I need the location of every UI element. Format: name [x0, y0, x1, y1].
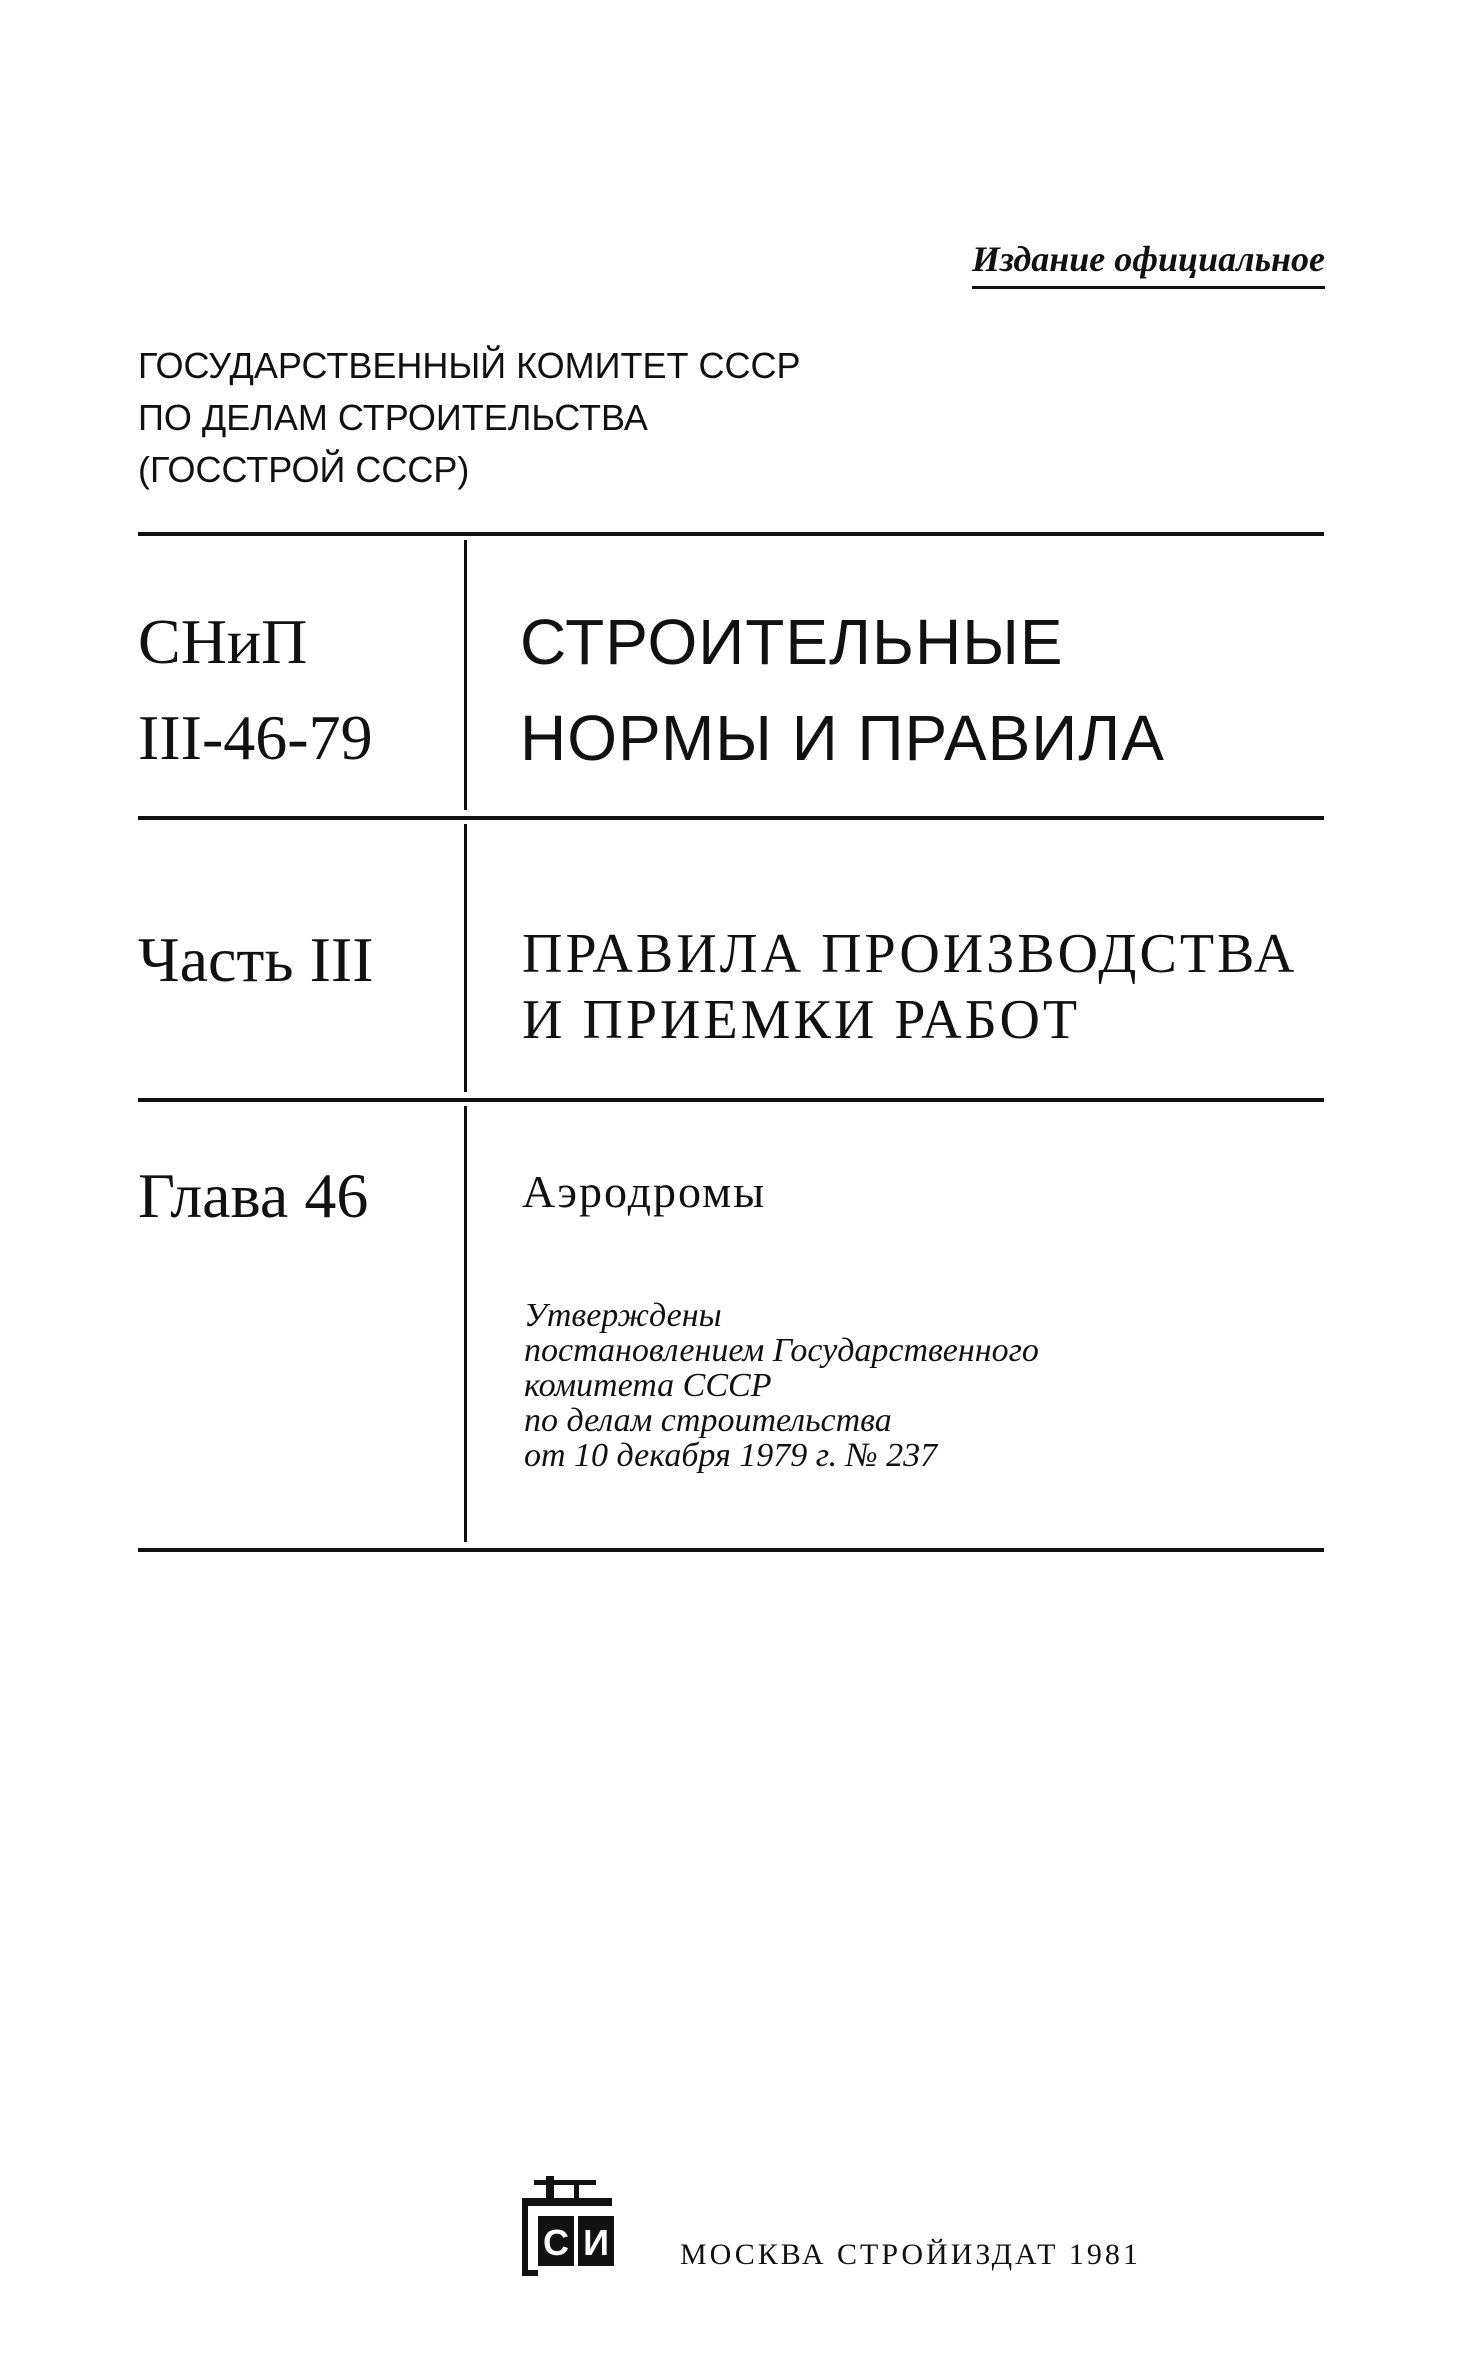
part-title-line-2: И ПРИЕМКИ РАБОТ	[522, 989, 1081, 1051]
approval-line-4: по делам строительства	[524, 1402, 892, 1439]
committee-line-1: ГОСУДАРСТВЕННЫЙ КОМИТЕТ СССР	[138, 345, 801, 386]
stroyizdat-logo-icon	[516, 2176, 624, 2280]
part-title-line-1: ПРАВИЛА ПРОИЗВОДСТВА	[522, 923, 1298, 985]
publisher-imprint: МОСКВА СТРОЙИЗДАТ 1981	[680, 2238, 1141, 2271]
approval-line-5: от 10 декабря 1979 г. № 237	[524, 1437, 938, 1474]
rule-bottom	[138, 1548, 1324, 1552]
approval-line-1: Утверждены	[524, 1297, 722, 1334]
rule-top	[138, 532, 1324, 536]
committee-line-2: ПО ДЕЛАМ СТРОИТЕЛЬСТВА	[138, 397, 648, 438]
rule-after-snip	[138, 816, 1324, 820]
svg-text:С: С	[543, 2222, 569, 2263]
snip-code-line-1: СНиП	[138, 606, 308, 677]
snip-title-line-2: НОРМЫ И ПРАВИЛА	[520, 702, 1165, 774]
divider-snip	[464, 540, 467, 810]
edition-label: Издание официальное	[972, 238, 1325, 289]
rule-after-part	[138, 1098, 1324, 1102]
divider-chapter	[464, 1106, 467, 1542]
divider-part	[464, 824, 467, 1092]
snip-code-line-2: III-46-79	[138, 702, 373, 773]
committee-line-3: (ГОССТРОЙ СССР)	[138, 449, 470, 490]
approval-block	[524, 1298, 1039, 1473]
approval-line-3: комитета СССР	[524, 1367, 772, 1404]
snip-title-line-1: СТРОИТЕЛЬНЫЕ	[520, 606, 1064, 678]
approval-line-2: постановлением Государственного	[524, 1332, 1039, 1369]
chapter-title: Аэродромы	[522, 1166, 767, 1217]
chapter-label: Глава 46	[138, 1160, 369, 1231]
committee-block	[138, 340, 801, 496]
svg-text:И: И	[583, 2222, 609, 2263]
part-label: Часть III	[138, 924, 374, 995]
